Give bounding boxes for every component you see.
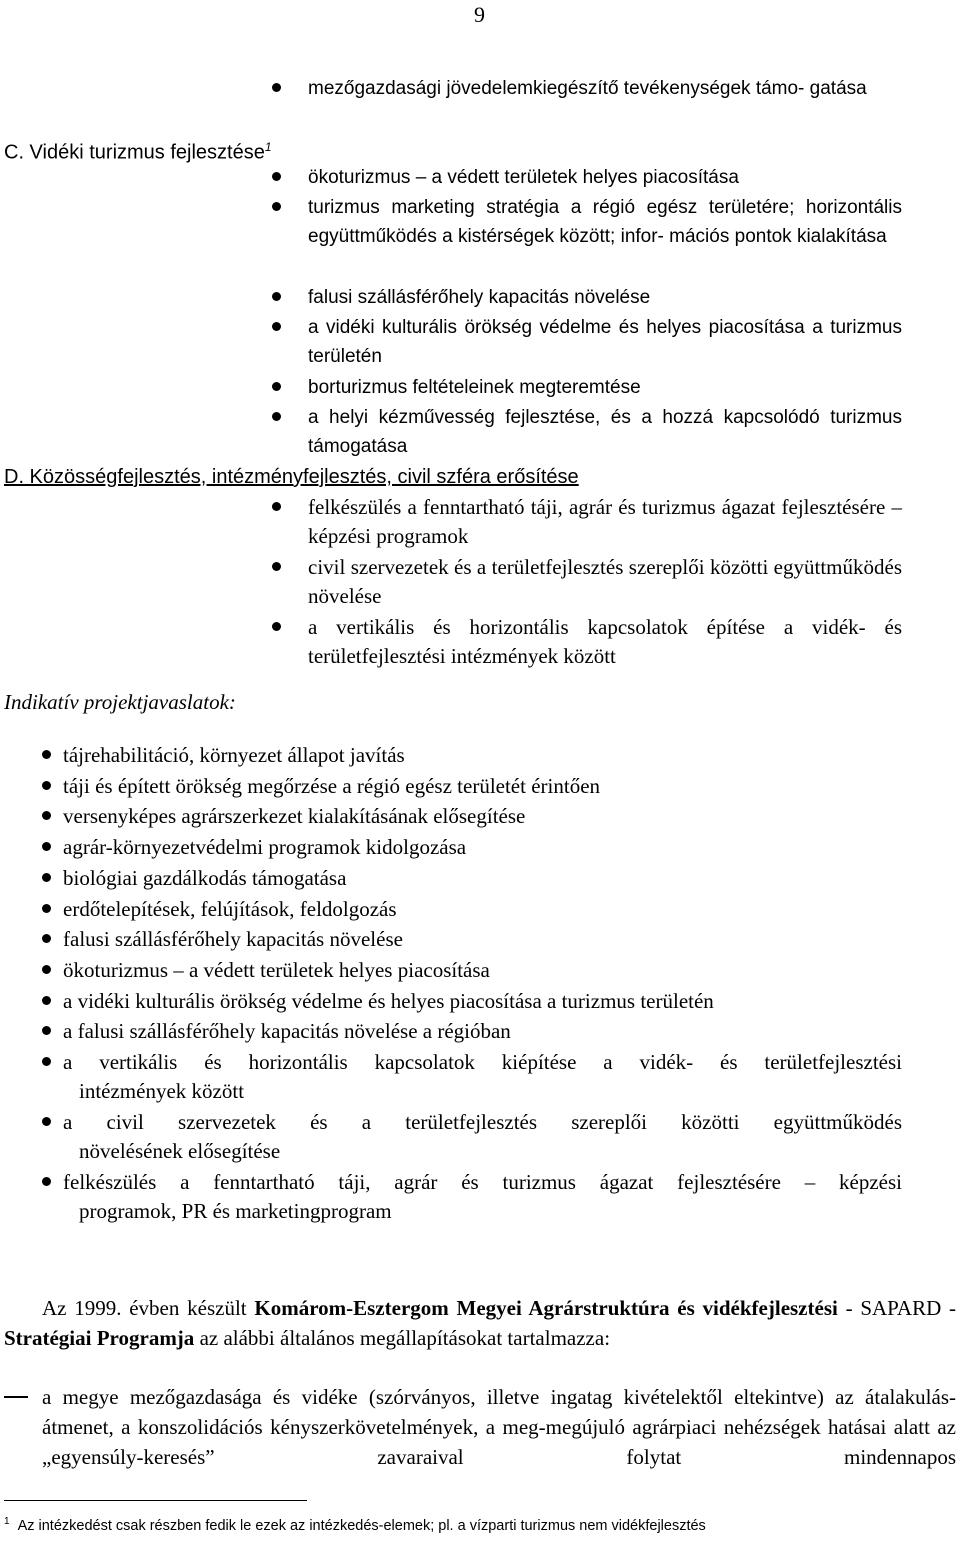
list-item-text-wrap bbox=[63, 1108, 902, 1166]
bullet-icon bbox=[272, 322, 281, 331]
list-item bbox=[42, 895, 902, 924]
list-item-text: ökoturizmus – a védett területek helyes piacosítása bbox=[308, 167, 739, 188]
list-item-text: a helyi kézművesség fejlesztése, és a hozzá kapcsolódó turizmus támogatása bbox=[308, 407, 902, 457]
list-item-text-wrap bbox=[63, 1168, 902, 1226]
bullet-icon bbox=[42, 1117, 51, 1126]
list-item-text: a vertikális és horizontális kapcsolatok kiépítése a vidék- és területfejlesztési bbox=[63, 1050, 902, 1074]
footnote-text: Az intézkedést csak részben fedik le ezek az intézkedés-elemek; pl. a vízparti turizmus nem vidékfejlesztés bbox=[17, 1517, 706, 1534]
paragraph-bold-title: Komárom-Esztergom Megyei Agrárstruktúra és vidékfejlesztési bbox=[254, 1296, 838, 1320]
indicative-projects-label: Indikatív projektjavaslatok: bbox=[4, 690, 236, 714]
list-item bbox=[272, 283, 902, 312]
list-item bbox=[42, 1048, 902, 1106]
dash-list-item bbox=[4, 1382, 956, 1472]
list-item bbox=[272, 553, 902, 611]
list-item bbox=[42, 987, 902, 1016]
list-item bbox=[272, 313, 902, 371]
list-item bbox=[272, 403, 902, 461]
bullet-icon bbox=[42, 934, 51, 943]
list-item-text: a vertikális és horizontális kapcsolatok építése a vidék- és területfejlesztési intézmények között bbox=[308, 615, 902, 668]
body-paragraph bbox=[4, 1293, 956, 1353]
list-item-text: falusi szállásférőhely kapacitás növelése bbox=[63, 927, 403, 951]
list-item bbox=[42, 833, 902, 862]
list-item-text: falusi szállásférőhely kapacitás növelése bbox=[308, 287, 651, 308]
bullet-icon bbox=[272, 502, 281, 511]
list-item-text: civil szervezetek és a területfejlesztés szereplői közötti együttműködés növelése bbox=[308, 555, 902, 608]
dash-icon bbox=[4, 1396, 28, 1398]
list-item-text: erdőtelepítések, felújítások, feldolgozás bbox=[63, 897, 397, 921]
bullet-icon bbox=[42, 873, 51, 882]
list-item bbox=[272, 373, 902, 402]
bullet-icon bbox=[272, 562, 281, 571]
list-item bbox=[42, 956, 902, 985]
list-item-text: a vidéki kulturális örökség védelme és helyes piacosítása a turizmus területén bbox=[63, 989, 714, 1013]
bullet-icon bbox=[272, 292, 281, 301]
list-item-text: tájrehabilitáció, környezet állapot javítás bbox=[63, 743, 405, 767]
list-item bbox=[42, 864, 902, 893]
list-item-text: a falusi szállásférőhely kapacitás növelése a régióban bbox=[63, 1019, 511, 1043]
list-item bbox=[42, 772, 902, 801]
bullet-icon bbox=[42, 904, 51, 913]
list-item bbox=[272, 493, 902, 551]
list-item-text-wrap bbox=[63, 1048, 902, 1106]
bullet-icon bbox=[272, 412, 281, 421]
list-item bbox=[272, 163, 902, 192]
section-d-heading: D. Közösségfejlesztés, intézményfejlesztés, civil szféra erősítése bbox=[4, 466, 579, 488]
page-number: 9 bbox=[474, 2, 485, 27]
paragraph-pre: Az 1999. évben készült bbox=[42, 1296, 255, 1320]
footnote bbox=[4, 1516, 706, 1534]
bullet-icon bbox=[42, 842, 51, 851]
bullet-icon bbox=[42, 750, 51, 759]
bullet-icon bbox=[42, 811, 51, 820]
list-item bbox=[272, 74, 902, 103]
list-item-text: turizmus marketing stratégia a régió egész területére; horizontális együttműködés a kistérségek között; infor- mációs pontok kialakítása bbox=[308, 197, 902, 247]
list-item-text: felkészülés a fenntartható táji, agrár és turizmus ágazat fejlesztésére – képzési programok bbox=[308, 495, 902, 548]
bullet-icon bbox=[42, 965, 51, 974]
dash-list-item-text: a megye mezőgazdasága és vidéke (szórványos, illetve ingatag kivételektől eltekintve) az átalakulás-átmenet, a konszolidációs kényszerkövetelmények, a meg-megújuló agrárpiaci nehézségek hatásai alatt az „egyensúly-keresés” zavaraival folytat mindennapos bbox=[42, 1385, 956, 1469]
bullet-icon bbox=[42, 1057, 51, 1066]
list-item bbox=[42, 741, 902, 770]
list-item-text: mezőgazdasági jövedelemkiegészítő tevékenységek támo- gatása bbox=[308, 78, 867, 99]
footnote-divider bbox=[4, 1500, 307, 1501]
list-item-continuation: programok, PR és marketingprogram bbox=[79, 1199, 392, 1223]
bullet-icon bbox=[272, 83, 281, 92]
footnote-mark: 1 bbox=[4, 1516, 10, 1527]
bullet-icon bbox=[42, 781, 51, 790]
list-item bbox=[42, 925, 902, 954]
section-c-heading: C. Vidéki turizmus fejlesztése$^1$ bbox=[4, 140, 272, 164]
list-item-continuation: növelésének elősegítése bbox=[79, 1139, 281, 1163]
list-item-text: biológiai gazdálkodás támogatása bbox=[63, 866, 347, 890]
list-item-text: táji és épített örökség megőrzése a régió egész területét érintően bbox=[63, 774, 601, 798]
bullet-icon bbox=[42, 1026, 51, 1035]
bullet-icon bbox=[272, 202, 281, 211]
list-item bbox=[272, 613, 902, 671]
list-item bbox=[42, 1168, 902, 1226]
footnote-reference: 1 bbox=[264, 140, 272, 154]
paragraph-mid: - SAPARD - bbox=[837, 1296, 956, 1320]
list-item bbox=[42, 802, 902, 831]
paragraph-bold-program: Stratégiai Programja bbox=[4, 1326, 195, 1350]
bullet-icon bbox=[272, 622, 281, 631]
bullet-icon bbox=[42, 1177, 51, 1186]
list-item-continuation: intézmények között bbox=[79, 1079, 245, 1103]
list-item-text: versenyképes agrárszerkezet kialakításának elősegítése bbox=[63, 804, 526, 828]
list-item-text: agrár-környezetvédelmi programok kidolgozása bbox=[63, 835, 467, 859]
list-item bbox=[42, 1108, 902, 1166]
bullet-icon bbox=[272, 172, 281, 181]
list-item-text: a civil szervezetek és a területfejlesztés szereplői közötti együttműködés bbox=[63, 1110, 902, 1134]
list-item bbox=[42, 1017, 902, 1046]
list-item-text: felkészülés a fenntartható táji, agrár és turizmus ágazat fejlesztésére – képzési bbox=[63, 1170, 902, 1194]
bullet-icon bbox=[42, 996, 51, 1005]
list-item bbox=[272, 193, 902, 251]
list-item-text: ökoturizmus – a védett területek helyes piacosítása bbox=[63, 958, 490, 982]
list-item-text: a vidéki kulturális örökség védelme és helyes piacosítása a turizmus területén bbox=[308, 317, 902, 367]
paragraph-post: az alábbi általános megállapításokat tartalmazza: bbox=[194, 1326, 611, 1350]
bullet-icon bbox=[272, 382, 281, 391]
list-item-text: borturizmus feltételeinek megteremtése bbox=[308, 377, 641, 398]
